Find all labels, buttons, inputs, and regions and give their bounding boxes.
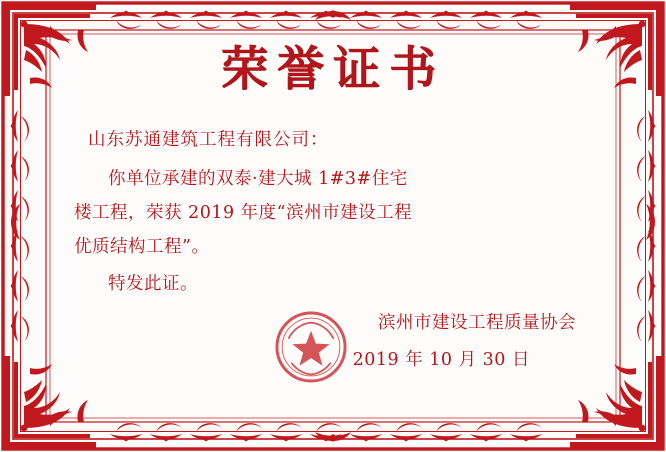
signature-block [54,309,612,371]
issue-date: 2019 年 10 月 30 日 [352,350,530,371]
recipient-name: 山东苏通建筑工程有限公司： [88,129,329,150]
certificate-body [74,162,544,264]
closing-line: 特发此证。 [108,274,198,295]
body-line-2: 楼工程，荣获 2019 年度“滨州市建设工程 [74,202,413,223]
body-line-1: 你单位承建的双泰·建大城 1#3#住宅 [108,168,408,189]
certificate-content [54,22,612,430]
issuing-organization: 滨州市建设工程质量协会 [378,313,576,334]
certificate-title: 荣誉证书 [221,42,445,97]
body-line-3: 优质结构工程”。 [74,236,210,257]
